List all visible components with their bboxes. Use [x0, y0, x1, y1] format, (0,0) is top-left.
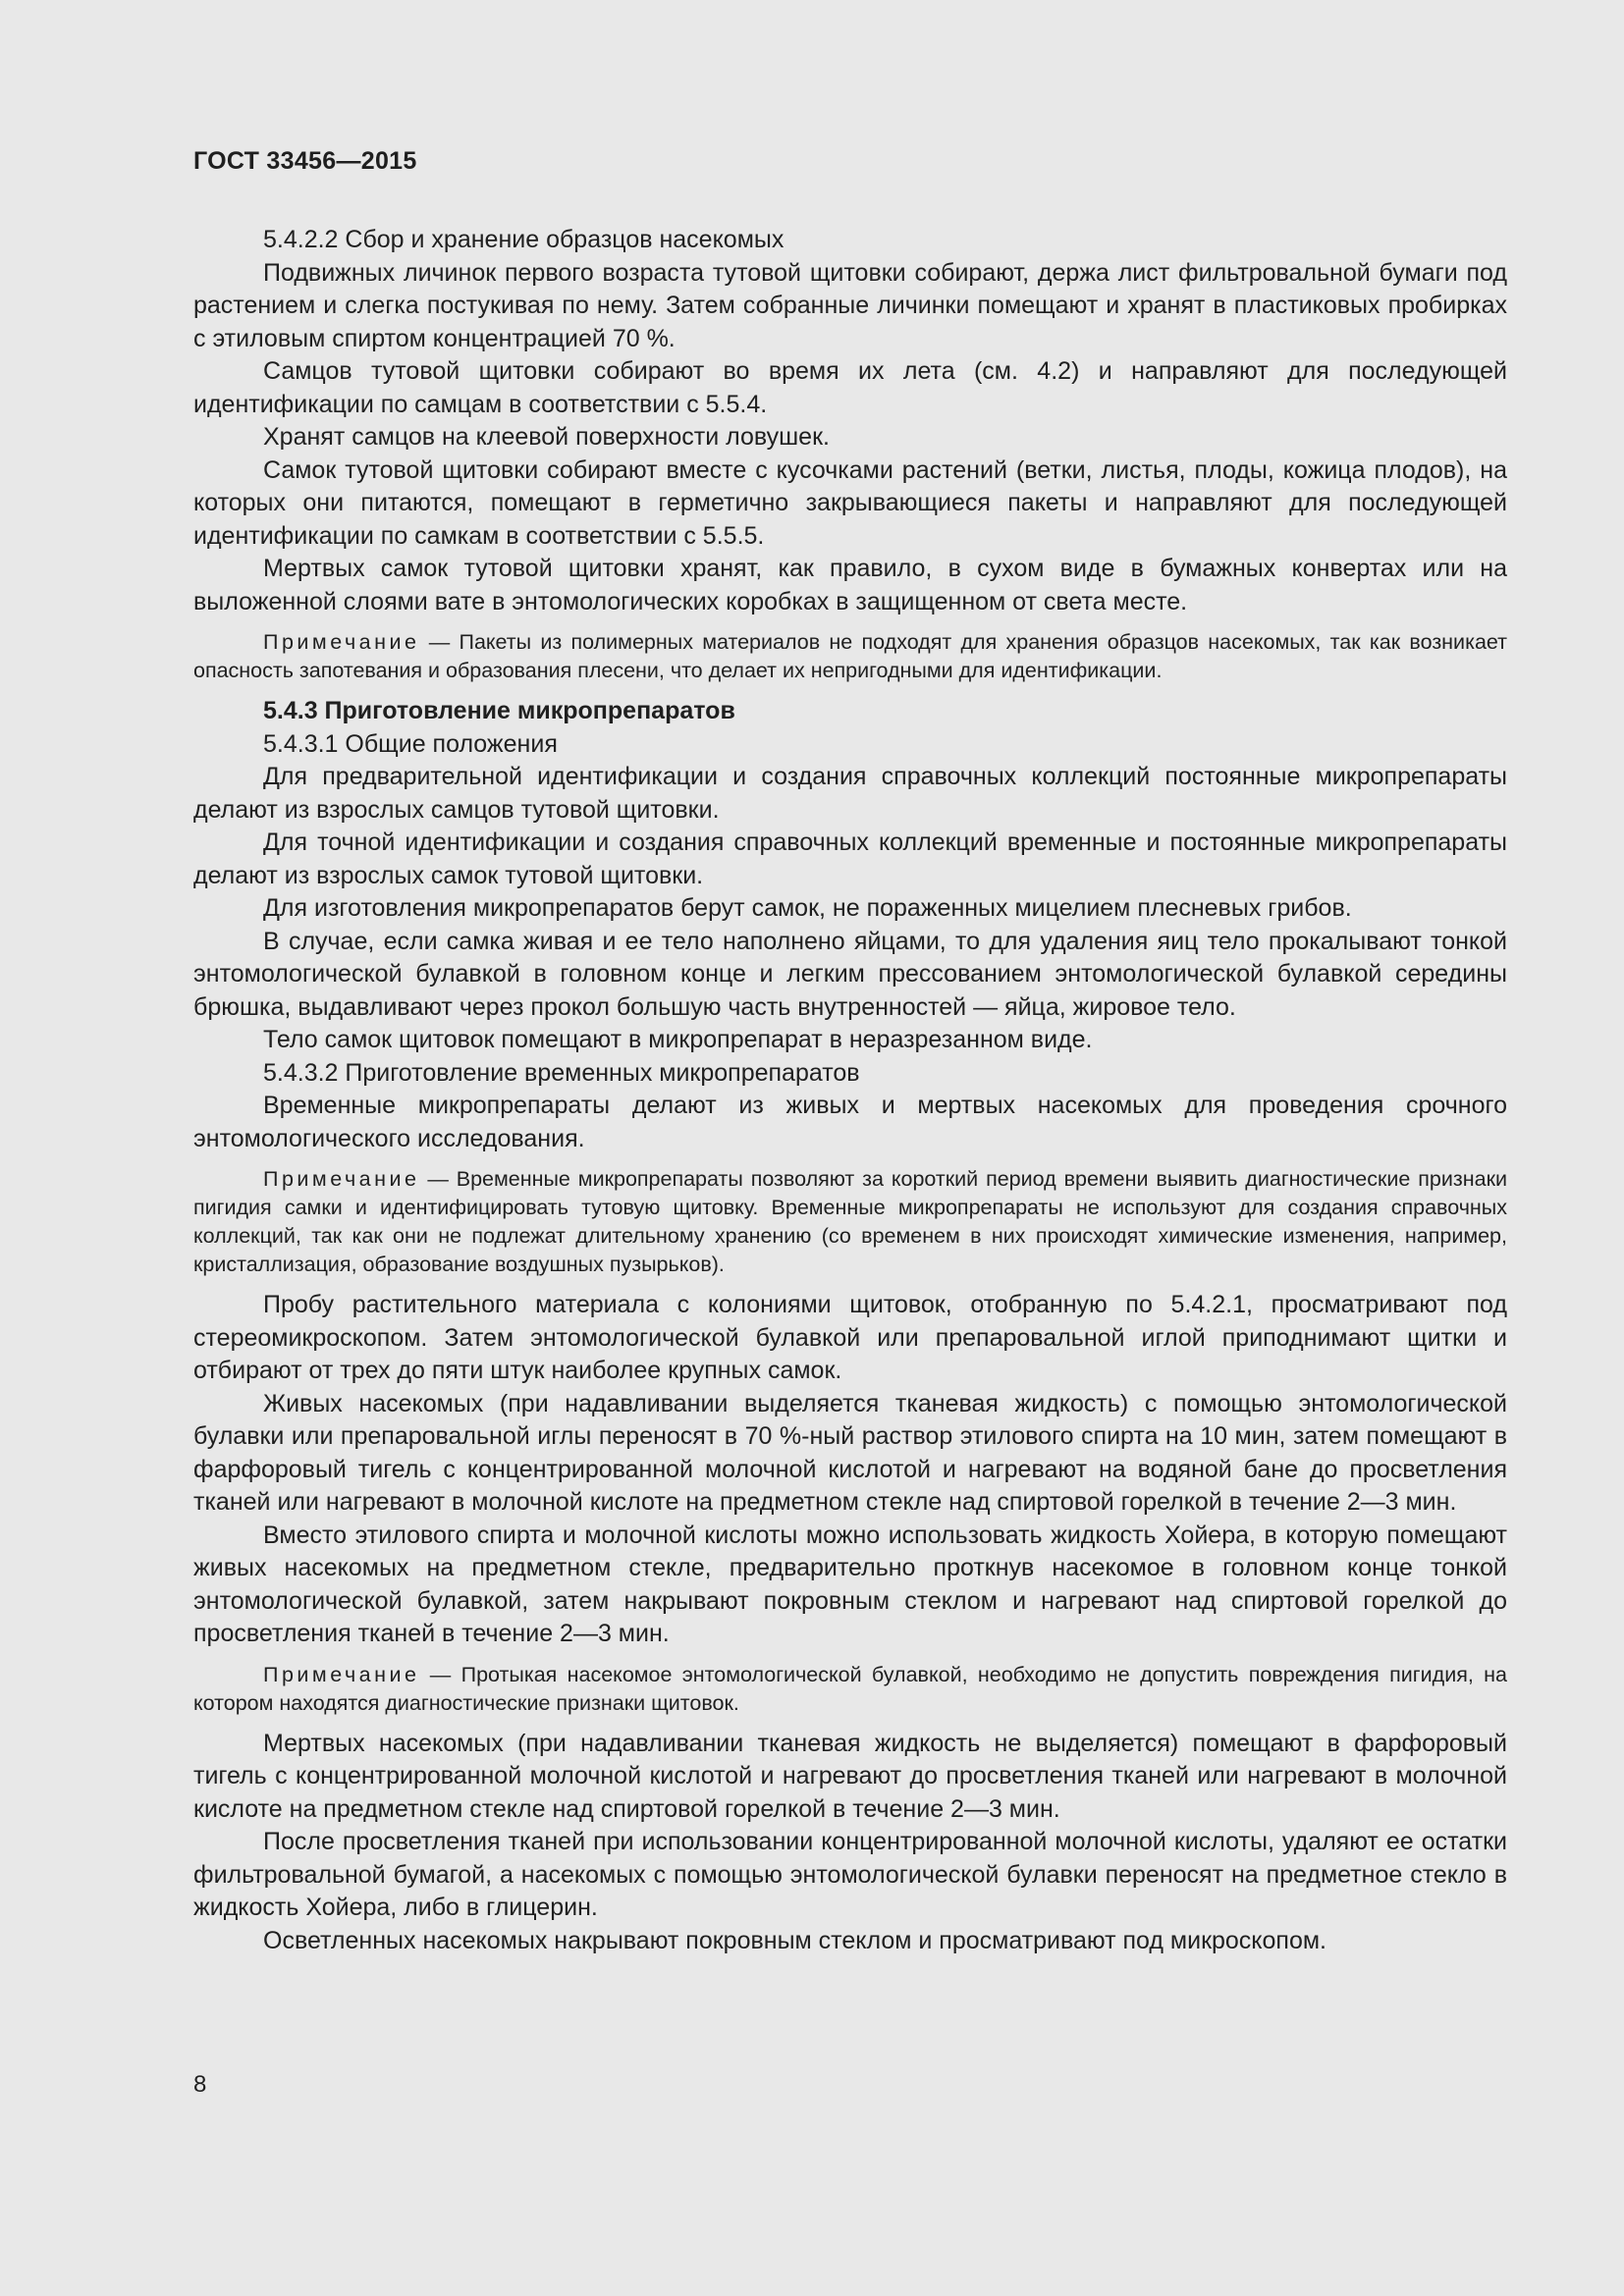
- subsection-heading-5-4-2-2: 5.4.2.2 Сбор и хранение образцов насекомых: [263, 226, 785, 253]
- paragraph: Подвижных личинок первого возраста тутовой щитовки собирают, держа лист фильтровальной бумаги под растением и слегка постукивая по нему. Затем собранные личинки помещают и хранят в пластиковых пробирках с этиловым спиртом концентрацией 70 %.: [193, 258, 1507, 352]
- paragraph: Мертвых самок тутовой щитовки хранят, как правило, в сухом виде в бумажных конвертах или на выложенной слоями вате в энтомологических коробках в защищенном от света месте.: [193, 555, 1507, 615]
- paragraph: Вместо этилового спирта и молочной кислоты можно использовать жидкость Хойера, в которую помещают живых насекомых на предметном стекле, предварительно проткнув насекомое в головном конце тонкой энтомологической булавкой, затем накрывают покровным стеклом и нагревают над спиртовой горелкой до просветления тканей в течение 2—3 мин.: [193, 1521, 1507, 1647]
- note-label: Примечание: [263, 1662, 420, 1686]
- note-2: [193, 1165, 1507, 1279]
- subsection-heading-5-4-3-2: 5.4.3.2 Приготовление временных микропрепаратов: [263, 1058, 860, 1087]
- paragraph: После просветления тканей при использовании концентрированной молочной кислоты, удаляют ее остатки фильтровальной бумагой, а насекомых с помощью энтомологической булавки переносят на предметное стекло в жидкость Хойера, либо в глицерин.: [193, 1828, 1507, 1921]
- paragraph: Для точной идентификации и создания справочных коллекций временные и постоянные микропрепараты делают из взрослых самок тутовой щитовки.: [193, 828, 1507, 889]
- paragraph: Тело самок щитовок помещают в микропрепарат в неразрезанном виде.: [263, 1026, 1093, 1053]
- section-heading-5-4-3: 5.4.3 Приготовление микропрепаратов: [263, 697, 735, 724]
- page-number: 8: [193, 2071, 207, 2098]
- document-body: [193, 224, 1507, 1957]
- paragraph: Живых насекомых (при надавливании выделяется тканевая жидкость) с помощью энтомологической булавки или препаровальной иглы переносят в 70 %-ный раствор этилового спирта на 10 мин, затем помещают в фарфоровый тигель с концентрированной молочной кислотой и нагревают на водяной бане до просветления тканей или нагревают в молочной кислоте на предметном стекле над спиртовой горелкой в течение 2—3 мин.: [193, 1389, 1507, 1516]
- paragraph: Хранят самцов на клеевой поверхности ловушек.: [263, 423, 830, 451]
- note-1: [193, 628, 1507, 685]
- note-text: — Пакеты из полимерных материалов не подходят для хранения образцов насекомых, так как возникает опасность запотевания и образования плесени, что делает их непригодными для идентификации.: [193, 630, 1507, 682]
- paragraph: Мертвых насекомых (при надавливании тканевая жидкость не выделяется) помещают в фарфоровый тигель с концентрированной молочной кислотой и нагревают до просветления тканей или нагревают в молочной кислоте на предметном стекле над спиртовой горелкой в течение 2—3 мин.: [193, 1729, 1507, 1823]
- paragraph: В случае, если самка живая и ее тело наполнено яйцами, то для удаления яиц тело прокалывают тонкой энтомологической булавкой в головном конце и легким прессованием энтомологической булавкой середины брюшка, выдавливают через прокол большую часть внутренностей — яйца, жировое тело.: [193, 927, 1507, 1021]
- paragraph: Для предварительной идентификации и создания справочных коллекций постоянные микропрепараты делают из взрослых самцов тутовой щитовки.: [193, 763, 1507, 824]
- note-text: — Временные микропрепараты позволяют за короткий период времени выявить диагностические признаки пигидия самки и идентифицировать тутовую щитовку. Временные микропрепараты не используют для создания справочных коллекций, так как они не подлежат длительному хранению (со временем в них происходят химические изменения, например, кристаллизация, образование воздушных пузырьков).: [193, 1167, 1507, 1276]
- paragraph: Пробу растительного материала с колониями щитовок, отобранную по 5.4.2.1, просматривают под стереомикроскопом. Затем энтомологической булавкой или препаровальной иглой приподнимают щитки и отбирают от трех до пяти штук наиболее крупных самок.: [193, 1291, 1507, 1384]
- subsection-heading-5-4-3-1: 5.4.3.1 Общие положения: [263, 729, 558, 758]
- note-label: Примечание: [263, 630, 420, 654]
- paragraph: Временные микропрепараты делают из живых и мертвых насекомых для проведения срочного энтомологического исследования.: [193, 1092, 1507, 1152]
- paragraph: Самцов тутовой щитовки собирают во время их лета (см. 4.2) и направляют для последующей идентификации по самцам в соответствии с 5.5.4.: [193, 357, 1507, 418]
- document-header: ГОСТ 33456—2015: [193, 147, 417, 175]
- paragraph: Осветленных насекомых накрывают покровным стеклом и просматривают под микроскопом.: [263, 1926, 1327, 1954]
- note-text: — Протыкая насекомое энтомологической булавкой, необходимо не допустить повреждения пигидия, на котором находятся диагностические признаки щитовок.: [193, 1662, 1507, 1715]
- paragraph: Самок тутовой щитовки собирают вместе с кусочками растений (ветки, листья, плоды, кожица плодов), на которых они питаются, помещают в герметично закрывающиеся пакеты и направляют для последующей идентификации по самкам в соответствии с 5.5.5.: [193, 455, 1507, 550]
- paragraph: Для изготовления микропрепаратов берут самок, не пораженных мицелием плесневых грибов.: [263, 894, 1352, 922]
- note-3: [193, 1661, 1507, 1718]
- note-label: Примечание: [263, 1167, 420, 1191]
